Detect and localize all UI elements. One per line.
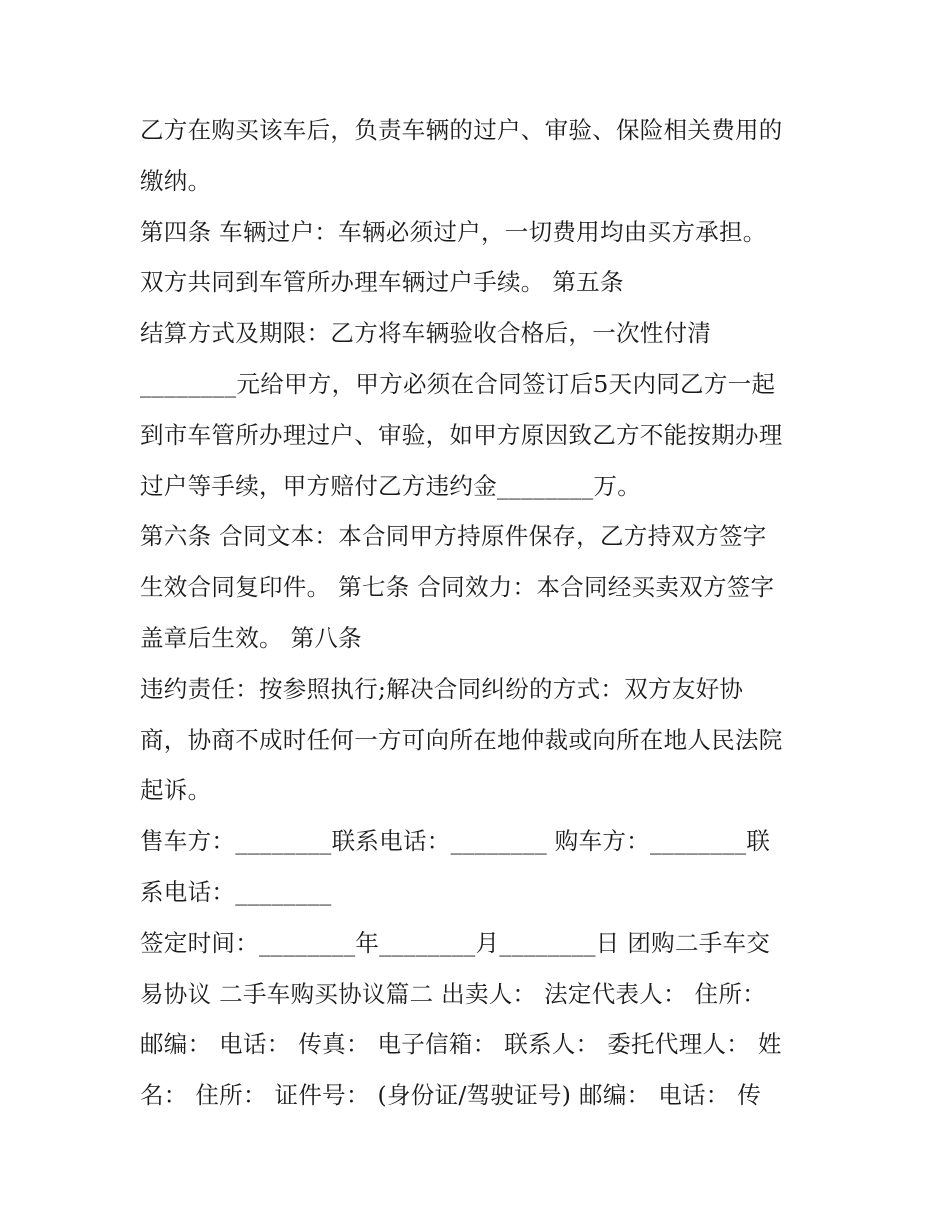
text-line-3: 第四条 车辆过户：车辆必须过户，一切费用均由买方承担。 [140, 217, 767, 246]
text-line-9: 第六条 合同文本：本合同甲方持原件保存，乙方持双方签字 [140, 522, 767, 551]
text-line-8: 过户等手续，甲方赔付乙方违约金________万。 [140, 471, 641, 500]
text-line-18: 易协议 二手车购买协议篇二 出卖人： 法定代表人： 住所： [140, 979, 767, 1008]
text-line-10: 生效合同复印件。 第七条 合同效力：本合同经买卖双方签字 [140, 573, 775, 602]
text-line-20: 名： 住所： 证件号： (身份证/驾驶证号) 邮编： 电话： 传 [140, 1081, 762, 1110]
text-line-4: 双方共同到车管所办理车辆过户手续。 第五条 [140, 268, 624, 297]
text-line-17: 签定时间：________年________月________日 团购二手车交 [140, 928, 771, 957]
text-line-12: 违约责任：按参照执行;解决合同纠纷的方式：双方友好协 [140, 674, 744, 703]
text-line-15: 售车方：________联系电话：________ 购车方：________联 [140, 827, 771, 856]
text-line-13: 商，协商不成时任何一方可向所在地仲裁或向所在地人民法院 [140, 725, 783, 754]
text-line-7: 到市车管所办理过户、审验，如甲方原因致乙方不能按期办理 [140, 420, 783, 449]
text-line-2: 缴纳。 [140, 166, 212, 195]
text-line-6: ________元给甲方，甲方必须在合同签订后5天内同乙方一起 [140, 369, 776, 398]
text-line-16: 系电话：________ [140, 877, 332, 906]
text-line-11: 盖章后生效。 第八条 [140, 623, 362, 652]
text-line-1: 乙方在购买该车后，负责车辆的过户、审验、保险相关费用的 [140, 116, 783, 144]
contract-text [140, 105, 820, 1121]
text-line-19: 邮编： 电话： 传真： 电子信箱： 联系人： 委托代理人： 姓 [140, 1030, 782, 1059]
text-line-14: 起诉。 [140, 776, 212, 805]
text-line-5: 结算方式及期限：乙方将车辆验收合格后，一次性付清 [140, 319, 712, 348]
